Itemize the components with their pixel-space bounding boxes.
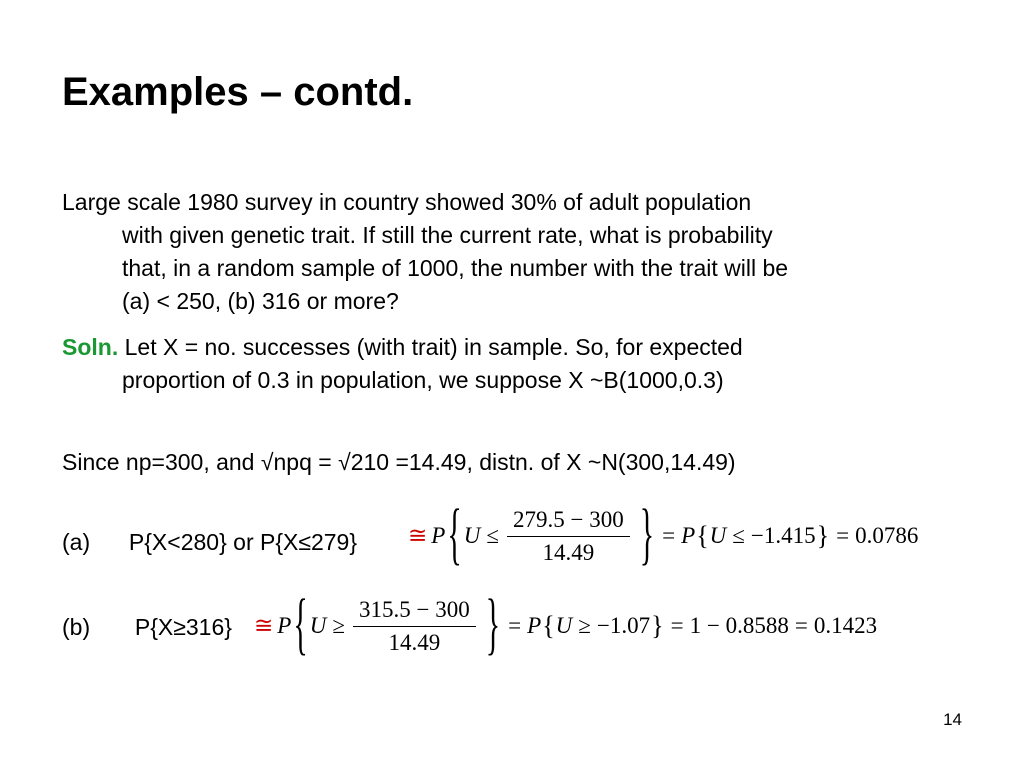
problem-line-4: (a) < 250, (b) 316 or more? xyxy=(122,288,399,314)
problem-statement xyxy=(62,186,788,318)
part-a-label xyxy=(62,529,357,556)
part-a-rel2: ≤ xyxy=(732,523,745,548)
part-a-eq2: = xyxy=(836,523,850,548)
left-brace-icon: { xyxy=(542,610,555,641)
right-brace-icon: } xyxy=(651,610,664,641)
part-b-result: 0.1423 xyxy=(813,613,878,638)
solution-line-1 xyxy=(62,331,743,364)
part-a-eq1: = xyxy=(662,523,676,548)
part-a-denominator: 14.49 xyxy=(542,539,595,565)
problem-line-3: that, in a random sample of 1000, the number with the trait will be xyxy=(122,255,789,281)
part-a-approx-symbol: ≅ xyxy=(408,523,428,548)
part-b-denominator: 14.49 xyxy=(388,629,441,655)
left-brace-icon: { xyxy=(447,496,462,573)
part-a-u2: U xyxy=(709,523,727,548)
part-a-z: −1.415 xyxy=(750,523,816,548)
part-b-u1: U xyxy=(309,613,327,638)
problem-line-1: Large scale 1980 survey in country showed 30% of adult population xyxy=(62,189,752,215)
part-b-u2: U xyxy=(555,613,573,638)
part-b-marker: (b) xyxy=(62,614,91,640)
part-a-result: 0.0786 xyxy=(855,523,919,548)
part-a-u1: U xyxy=(463,523,481,548)
part-a-p1: P xyxy=(431,523,446,548)
part-b-p2: P xyxy=(527,613,542,638)
part-b-formula xyxy=(250,586,878,663)
solution-line-2: proportion of 0.3 in population, we suppose X ~B(1000,0.3) xyxy=(122,367,724,393)
part-b-approx-symbol: ≅ xyxy=(254,613,274,638)
part-a-numerator: 279.5 − 300 xyxy=(507,507,630,537)
slide-title: Examples – contd. xyxy=(62,70,414,114)
part-a-marker: (a) xyxy=(62,529,91,555)
part-b-expression: P{X≥316} xyxy=(134,614,232,640)
part-b-eq3: = xyxy=(794,613,808,638)
part-a-expression: P{X<280} or P{X≤279} xyxy=(128,529,358,555)
part-b-p1: P xyxy=(277,613,292,638)
solution-label: Soln. xyxy=(62,334,119,360)
part-b-eq1: = xyxy=(508,613,522,638)
part-b-numerator: 315.5 − 300 xyxy=(353,597,476,627)
part-a-rel1: ≤ xyxy=(486,523,499,548)
since-line: Since np=300, and √npq = √210 =14.49, distn. of X ~N(300,14.49) xyxy=(62,449,736,475)
since-statement xyxy=(62,446,736,479)
part-a-formula xyxy=(404,496,919,573)
part-b-tail: 1 − 0.8588 xyxy=(689,613,789,638)
part-b-z: −1.07 xyxy=(596,613,651,638)
solution-statement xyxy=(62,331,743,397)
part-b-fraction xyxy=(353,597,476,656)
left-brace-icon: { xyxy=(293,586,308,663)
solution-text-1: Let X = no. successes (with trait) in sample. So, for expected xyxy=(118,334,743,360)
right-brace-icon: } xyxy=(485,586,501,663)
part-a-p2: P xyxy=(681,523,696,548)
part-a-fraction xyxy=(507,507,630,566)
right-brace-icon: } xyxy=(639,496,655,573)
right-brace-icon: } xyxy=(816,520,830,551)
part-b-label xyxy=(62,614,232,641)
problem-line-2: with given genetic trait. If still the current rate, what is probability xyxy=(122,222,773,248)
page-number: 14 xyxy=(943,710,962,729)
part-b-eq2: = xyxy=(670,613,684,638)
part-b-rel1: ≥ xyxy=(332,613,345,638)
left-brace-icon: { xyxy=(696,520,709,551)
part-b-rel2: ≥ xyxy=(578,613,591,638)
